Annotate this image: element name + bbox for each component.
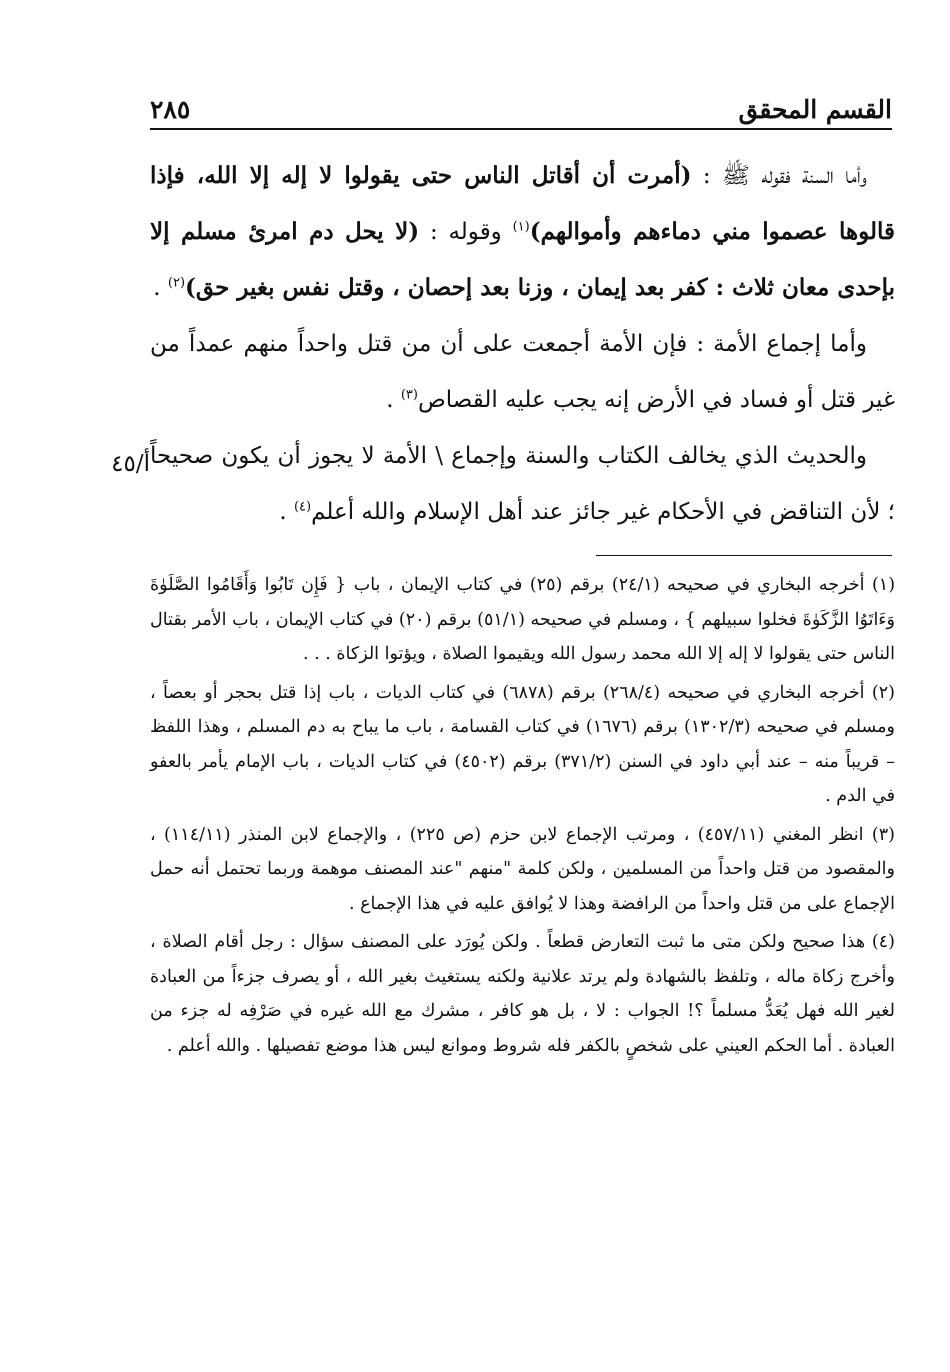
footnote-3: (٣) انظر المغني (٤٥٧/١١) ، ومرتب الإجماع لابن حزم (ص ٢٢٥) ، والإجماع لابن المنذر (١١٤/١١) ، والمقصود من قتل واحداً من المسلمين ، ولكن كلمة "منهم "عند المصنف موهمة وربما تحتمل أنه حمل الإجماع على من قتل واحداً من الرافضة وهذا لا يُوافق عليه في هذا الإجماع . xyxy=(150,824,895,914)
paragraph-text: . xyxy=(153,275,168,301)
paragraph-text: والحديث الذي يخالف الكتاب والسنة وإجماع \ الأمة لا يجوز أن يكون صحيحاً ؛ لأن التناقض في الأحكام غير جائز عند أهل الإسلام والله أعلم xyxy=(150,443,895,525)
footnotes xyxy=(150,568,895,1067)
footnote-separator xyxy=(596,555,892,556)
paragraph-hadith xyxy=(150,428,895,540)
footnote-4: (٤) هذا صحيح ولكن متى ما ثبت التعارض قطعاً . ولكن يُورَد على المصنف سؤال : رجل أقام الصلاة ، وأخرج زكاة ماله ، وتلفظ بالشهادة ولم يرتد علانية ولكنه يستغيث بغير الله ، أو يصرف جزءاً من العبادة لغير الله فهل يُعَدُّ مسلماً ؟! الجواب : لا ، بل هو كافر ، مشرك مع الله غيره في صَرْفِه له جزء من العبادة . أما الحكم العيني على شخصٍ بالكفر فله شروط وموانع ليس هذا موضع تفصيلها . والله أعلم . xyxy=(150,932,895,1056)
running-header xyxy=(150,92,892,128)
page-number: ٢٨٥ xyxy=(150,95,191,124)
paragraph-sunnah xyxy=(150,148,895,316)
footnote-marker: (٣) xyxy=(400,387,418,403)
paragraph-text: . xyxy=(279,499,294,525)
hadith-quote: (أمرت أن أقاتل الناس حتى يقولوا لا إله إلا الله، فإذا قالوها عصموا مني دماءهم وأموالهم) xyxy=(150,162,896,245)
section-title: القسم المحقق xyxy=(738,95,892,124)
main-text xyxy=(150,148,895,540)
paragraph-text: وأما إجماع الأمة : فإن الأمة أجمعت على أن من قتل واحداً منهم عمداً من غير قتل أو فساد في الأرض إنه يجب عليه القصاص xyxy=(150,331,895,413)
footnote-2: (٢) أخرجه البخاري في صحيحه (٢٦٨/٤) برقم (٦٨٧٨) في كتاب الديات ، باب إذا قتل بحجر أو بعصاً ، ومسلم في صحيحه (١٣٠٢/٣) برقم (١٦٧٦) في كتاب القسامة ، باب ما يباح به دم المسلم ، وهذا اللفظ – قريباً منه – عند أبي داود في السنن (٣٧١/٢) برقم (٤٥٠٢) في كتاب الديات ، باب الإمام يأمر بالعفو في الدم . xyxy=(150,682,896,806)
manuscript-folio-marker: أ/٤٥ xyxy=(111,451,150,477)
paragraph-ijma xyxy=(150,316,895,428)
paragraph-text: وقوله : xyxy=(419,219,513,245)
footnote-marker: (٤) xyxy=(293,499,312,515)
header-rule xyxy=(150,128,892,130)
footnote-marker: (١) xyxy=(512,219,530,235)
hadith-quote: (لا يحل دم امرئ مسلم إلا بإحدى معان ثلاث : كفر بعد إيمان ، وزنا بعد إحصان ، وقتل نفس بغير حق) xyxy=(150,218,895,301)
footnote-1: (١) أخرجه البخاري في صحيحه (٢٤/١) برقم (٢٥) في كتاب الإيمان ، باب { فَإِن تَابُوا وَأَقَامُوا الصَّلَوٰةَ وَءَاتَوُا الزَّكَوٰةَ فخلوا سبيلهم } ، ومسلم في صحيحه (٥١/١) برقم (٢٠) في كتاب الإيمان ، باب الأمر بقتال الناس حتى يقولوا لا إله إلا الله محمد رسول الله ويقيموا الصلاة ، ويؤتوا الزكاة . . . xyxy=(150,575,896,664)
footnote-marker: (٢) xyxy=(167,275,186,291)
paragraph-text: وأما السنة فقوله ﷺ : xyxy=(691,163,867,189)
paragraph-text: . xyxy=(386,387,401,413)
